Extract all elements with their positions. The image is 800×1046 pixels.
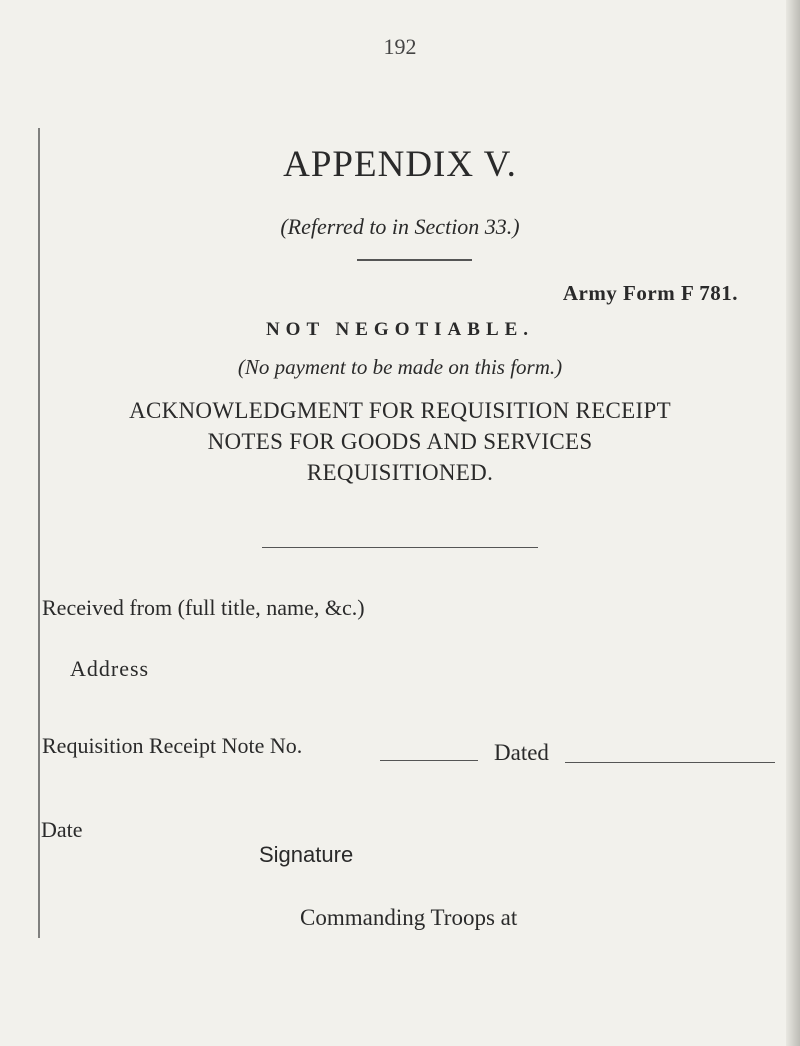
long-divider: [262, 547, 538, 548]
note-number-line[interactable]: [380, 760, 478, 761]
dated-label: Dated: [494, 740, 549, 765]
army-form-number: Army Form F 781.: [562, 281, 738, 305]
section-reference-text: (Referred to in Section 33.): [280, 214, 520, 239]
form-heading-line2: NOTES FOR GOODS AND SERVICES: [207, 429, 593, 454]
date-label: Date: [41, 817, 83, 842]
dated-line[interactable]: [565, 762, 775, 763]
section-reference: [0, 214, 800, 240]
page-number: 192: [383, 34, 417, 59]
requisition-note-label: Requisition Receipt Note No.: [42, 733, 303, 758]
page-left-border: [38, 128, 40, 938]
no-payment-note: (No payment to be made on this form.): [237, 355, 563, 379]
commanding-troops-label: Commanding Troops at: [300, 905, 518, 930]
appendix-title: APPENDIX V.: [283, 144, 517, 185]
received-from-label: Received from (full title, name, &c.): [42, 595, 365, 620]
form-heading-line3: REQUISITIONED.: [306, 460, 494, 485]
signature-label: Signature: [259, 842, 354, 867]
short-divider: [357, 259, 472, 261]
not-negotiable-notice: NOT NEGOTIABLE.: [265, 319, 535, 340]
address-label: Address: [70, 656, 150, 681]
form-heading: [0, 395, 800, 488]
form-heading-line1: ACKNOWLEDGMENT FOR REQUISITION RECEIPT: [129, 398, 671, 423]
